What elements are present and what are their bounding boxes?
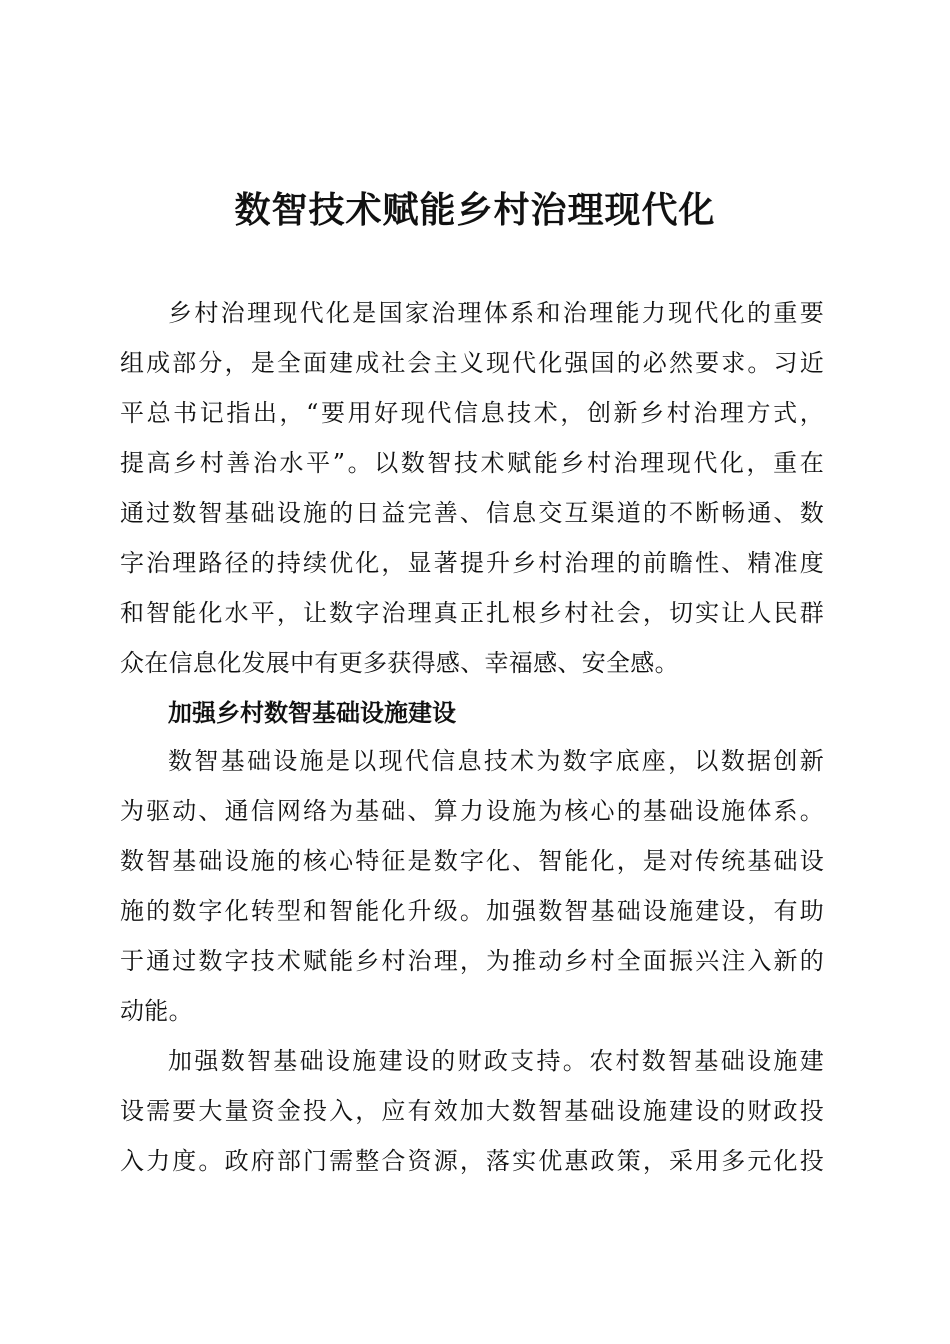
paragraph-line: 设需要大量资金投入，应有效加大数智基础设施建设的财政投 <box>120 1097 824 1125</box>
finance-paragraph <box>120 1036 824 1186</box>
paragraph-line: 数智基础设施的核心特征是数字化、智能化，是对传统基础设 <box>120 847 824 875</box>
paragraph-line: 施的数字化转型和智能化升级。加强数智基础设施建设，有助 <box>120 897 824 925</box>
paragraph-line: 加强数智基础设施建设的财政支持。农村数智基础设施建 <box>168 1047 824 1075</box>
paragraph-line: 乡村治理现代化是国家治理体系和治理能力现代化的重要 <box>168 299 824 327</box>
paragraph-line: 平总书记指出，“要用好现代信息技术，创新乡村治理方式， <box>120 399 824 427</box>
paragraph-line: 通过数智基础设施的日益完善、信息交互渠道的不断畅通、数 <box>120 499 824 527</box>
intro-paragraph <box>120 288 824 688</box>
paragraph-line: 为驱动、通信网络为基础、算力设施为核心的基础设施体系。 <box>120 797 824 825</box>
paragraph-line: 和智能化水平，让数字治理真正扎根乡村社会，切实让人民群 <box>120 599 824 627</box>
paragraph-line: 众在信息化发展中有更多获得感、幸福感、安全感。 <box>120 649 679 677</box>
section-heading: 加强乡村数智基础设施建设 <box>168 699 456 727</box>
document-title: 数智技术赋能乡村治理现代化 <box>234 189 716 231</box>
paragraph-line: 字治理路径的持续优化，显著提升乡村治理的前瞻性、精准度 <box>120 549 824 577</box>
infrastructure-paragraph <box>120 736 824 1036</box>
paragraph-line: 数智基础设施是以现代信息技术为数字底座，以数据创新 <box>168 747 824 775</box>
paragraph-line: 提高乡村善治水平”。以数智技术赋能乡村治理现代化，重在 <box>120 449 824 477</box>
paragraph-line: 动能。 <box>120 997 193 1025</box>
paragraph-line: 于通过数字技术赋能乡村治理，为推动乡村全面振兴注入新的 <box>120 947 824 975</box>
paragraph-line: 组成部分，是全面建成社会主义现代化强国的必然要求。习近 <box>120 349 824 377</box>
paragraph-line: 入力度。政府部门需整合资源，落实优惠政策，采用多元化投 <box>120 1147 824 1175</box>
